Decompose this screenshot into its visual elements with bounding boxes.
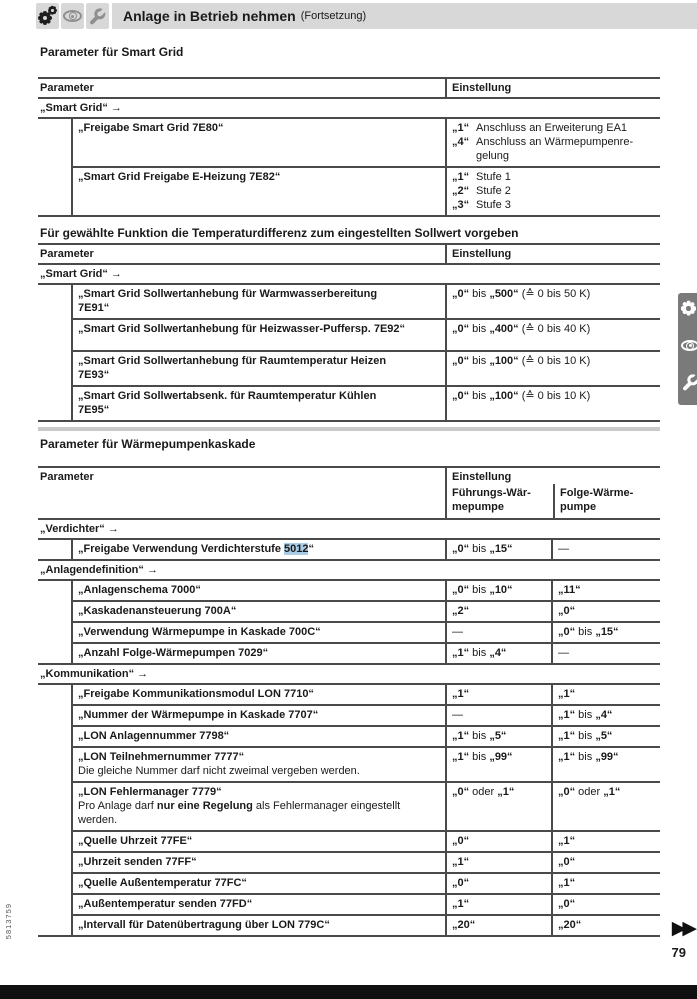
col-header-einstellung: Einstellung (445, 79, 660, 97)
nav-arrows-icon: ▶▶ (671, 917, 693, 939)
setting-option: „1“ Stufe 1 (452, 171, 511, 183)
lead-pump-cell: „2“ (445, 602, 551, 621)
follow-pump-cell: „0“ (551, 853, 660, 872)
col-header-parameter: Parameter (40, 248, 94, 260)
section-heading-temp-diff: Für gewählte Funktion die Temperaturdifferenz zum eingestellten Sollwert vorgeben (40, 226, 519, 240)
group-label-kommunikation: „Kommunikation“ → (40, 668, 149, 680)
setting-cell (445, 119, 660, 166)
setting-option: „1“ Anschluss an Erweiterung EA1 (452, 122, 628, 134)
table-row (73, 914, 660, 935)
col-header-follow-pump: Folge-Wärme- pumpe (553, 484, 660, 518)
param-cell: „Uhrzeit senden 77FF“ (78, 856, 197, 868)
section-heading-cascade: Parameter für Wärmepumpenkaskade (40, 437, 256, 451)
param-cell: „Quelle Uhrzeit 77FE“ (78, 835, 193, 847)
indent-gutter (38, 540, 73, 559)
group-label-verdichter: „Verdichter“ → (40, 523, 119, 535)
section-separator (38, 427, 660, 431)
gears-icon (36, 3, 59, 29)
col-header-parameter: Parameter (40, 82, 94, 94)
lead-pump-cell: „1“ (445, 685, 551, 704)
temp-diff-table (38, 243, 660, 422)
col-header-einstellung: Einstellung (452, 471, 512, 483)
lead-pump-cell: „0“ bis „10“ (445, 581, 551, 600)
table-row (73, 119, 660, 166)
follow-pump-cell: — (551, 644, 660, 663)
setting-cell (445, 168, 660, 215)
follow-pump-cell: „1“ bis „5“ (551, 727, 660, 746)
table-header-row (38, 245, 660, 263)
param-cell: „Freigabe Verwendung Verdichterstufe 5012“ (78, 543, 314, 555)
chapter-side-tab (678, 293, 697, 405)
lead-pump-cell: „0“ bis „15“ (445, 540, 551, 559)
table-row (73, 581, 660, 600)
section-heading-smart-grid: Parameter für Smart Grid (40, 45, 184, 59)
lead-pump-cell: „1“ bis „5“ (445, 727, 551, 746)
col-header-lead-pump: Führungs-Wär- mepumpe (452, 487, 531, 513)
table-row (73, 600, 660, 621)
cascade-table (38, 466, 660, 937)
table-row (73, 642, 660, 663)
eye-icon (61, 3, 84, 29)
page-title: Anlage in Betrieb nehmen (123, 8, 296, 24)
table-row (73, 621, 660, 642)
table-row (73, 704, 660, 725)
indent-gutter (38, 685, 73, 935)
col-header-parameter: Parameter (40, 471, 94, 483)
follow-pump-cell: — (551, 540, 660, 559)
table-row (73, 385, 660, 420)
setting-option: „4“ Anschluss an Wärmepumpenregelung (452, 136, 634, 162)
table-rule (38, 935, 660, 937)
param-cell: „Anzahl Folge-Wärmepumpen 7029“ (78, 647, 269, 659)
table-group (38, 540, 660, 559)
table-group (38, 581, 660, 663)
table-header-row (38, 468, 660, 518)
param-note: Pro Anlage darf nur eine Regelung als Fehlermanager eingestellt werden. (78, 800, 401, 826)
setting-cell: „0“ bis „100“ (≙ 0 bis 10 K) (445, 352, 660, 385)
param-cell: „Anlagenschema 7000“ (78, 584, 201, 596)
param-cell: „LON Fehlermanager 7779“ Pro Anlage darf nur eine Regelung als Fehlermanager eingestellt werden. (73, 783, 445, 830)
follow-pump-cell: „1“ bis „4“ (551, 706, 660, 725)
follow-pump-cell: „1“ (551, 832, 660, 851)
lead-pump-cell: „20“ (445, 916, 551, 935)
follow-pump-cell: „0“ (551, 895, 660, 914)
follow-pump-cell: „0“ bis „15“ (551, 623, 660, 642)
page-title-suffix: (Fortsetzung) (300, 10, 367, 22)
table-row (73, 166, 660, 215)
table-row (73, 350, 660, 385)
setting-option: „2“ Stufe 2 (452, 185, 511, 197)
lead-pump-cell: „0“ oder „1“ (445, 783, 551, 830)
table-header-row (38, 79, 660, 97)
table-group (38, 685, 660, 935)
group-label-anlagendefinition: „Anlagendefinition“ → (40, 564, 158, 576)
lead-pump-cell: — (445, 623, 551, 642)
table-row (73, 540, 660, 559)
table-row (73, 318, 660, 350)
setting-cell: „0“ bis „500“ (≙ 0 bis 50 K) (445, 285, 660, 318)
wrench-icon (678, 369, 697, 394)
table-row (73, 830, 660, 851)
table-group (38, 285, 660, 420)
group-label-smart-grid: „Smart Grid“ → (40, 102, 122, 114)
param-cell: „Außentemperatur senden 77FD“ (78, 898, 253, 910)
indent-gutter (38, 285, 73, 420)
page-number: 79 (671, 945, 686, 960)
param-cell: „LON Anlagennummer 7798“ (78, 730, 230, 742)
table-row (73, 285, 660, 318)
param-cell: „Intervall für Datenübertragung über LON 779C“ (78, 919, 330, 931)
document-number: 5813759 (4, 903, 13, 940)
param-cell: „Freigabe Smart Grid 7E80“ (78, 122, 224, 134)
table-rule (38, 420, 660, 422)
follow-pump-cell: „1“ (551, 685, 660, 704)
param-cell: „Verwendung Wärmepumpe in Kaskade 700C“ (78, 626, 321, 638)
follow-pump-cell: „20“ (551, 916, 660, 935)
param-note: Die gleiche Nummer darf nicht zweimal vergeben werden. (78, 765, 360, 777)
table-row (73, 872, 660, 893)
param-cell: „Smart Grid Sollwertanhebung für Warmwasserbereitung 7E91“ (78, 288, 378, 314)
table-row (73, 725, 660, 746)
follow-pump-cell: „1“ bis „99“ (551, 748, 660, 781)
group-label-smart-grid: „Smart Grid“ → (40, 268, 122, 280)
indent-gutter (38, 119, 73, 215)
param-cell: „Smart Grid Sollwertabsenk. für Raumtemperatur Kühlen 7E95“ (78, 390, 377, 416)
lead-pump-cell: „1“ (445, 895, 551, 914)
param-cell: „Smart Grid Freigabe E-Heizung 7E82“ (78, 171, 281, 183)
table-row (73, 893, 660, 914)
follow-pump-cell: „1“ (551, 874, 660, 893)
param-cell: „Smart Grid Sollwertanhebung für Heizwasser-Puffersp. 7E92“ (78, 323, 406, 335)
table-row (73, 746, 660, 781)
table-rule (38, 215, 660, 217)
col-header-einstellung: Einstellung (445, 245, 660, 263)
eye-icon (681, 340, 697, 351)
setting-cell: „0“ bis „400“ (≙ 0 bis 40 K) (445, 320, 660, 350)
bottom-bar (0, 985, 697, 999)
lead-pump-cell: „1“ bis „99“ (445, 748, 551, 781)
lead-pump-cell: „1“ (445, 853, 551, 872)
highlighted-value: 5012 (284, 543, 309, 555)
follow-pump-cell: „11“ (551, 581, 660, 600)
setting-option: „3“ Stufe 3 (452, 199, 511, 211)
table-row (73, 851, 660, 872)
param-cell: „Kaskadenansteuerung 700A“ (78, 605, 237, 617)
follow-pump-cell: „0“ (551, 602, 660, 621)
param-cell: „Quelle Außentemperatur 77FC“ (78, 877, 247, 889)
lead-pump-cell: „1“ bis „4“ (445, 644, 551, 663)
param-cell: „LON Teilnehmernummer 7777“ Die gleiche Nummer darf nicht zweimal vergeben werden. (73, 748, 445, 781)
indent-gutter (38, 581, 73, 663)
param-cell: „Nummer der Wärmepumpe in Kaskade 7707“ (78, 709, 319, 721)
wrench-icon (86, 3, 109, 29)
setting-cell: „0“ bis „100“ (≙ 0 bis 10 K) (445, 387, 660, 420)
lead-pump-cell: — (445, 706, 551, 725)
smart-grid-table (38, 77, 660, 217)
table-group (38, 119, 660, 215)
param-cell: „Freigabe Kommunikationsmodul LON 7710“ (78, 688, 314, 700)
page-title-bar (112, 3, 697, 29)
gear-icon (681, 301, 696, 316)
table-row (73, 781, 660, 830)
lead-pump-cell: „0“ (445, 874, 551, 893)
follow-pump-cell: „0“ oder „1“ (551, 783, 660, 830)
table-row (73, 685, 660, 704)
param-cell: „Smart Grid Sollwertanhebung für Raumtemperatur Heizen 7E93“ (78, 355, 387, 381)
lead-pump-cell: „0“ (445, 832, 551, 851)
